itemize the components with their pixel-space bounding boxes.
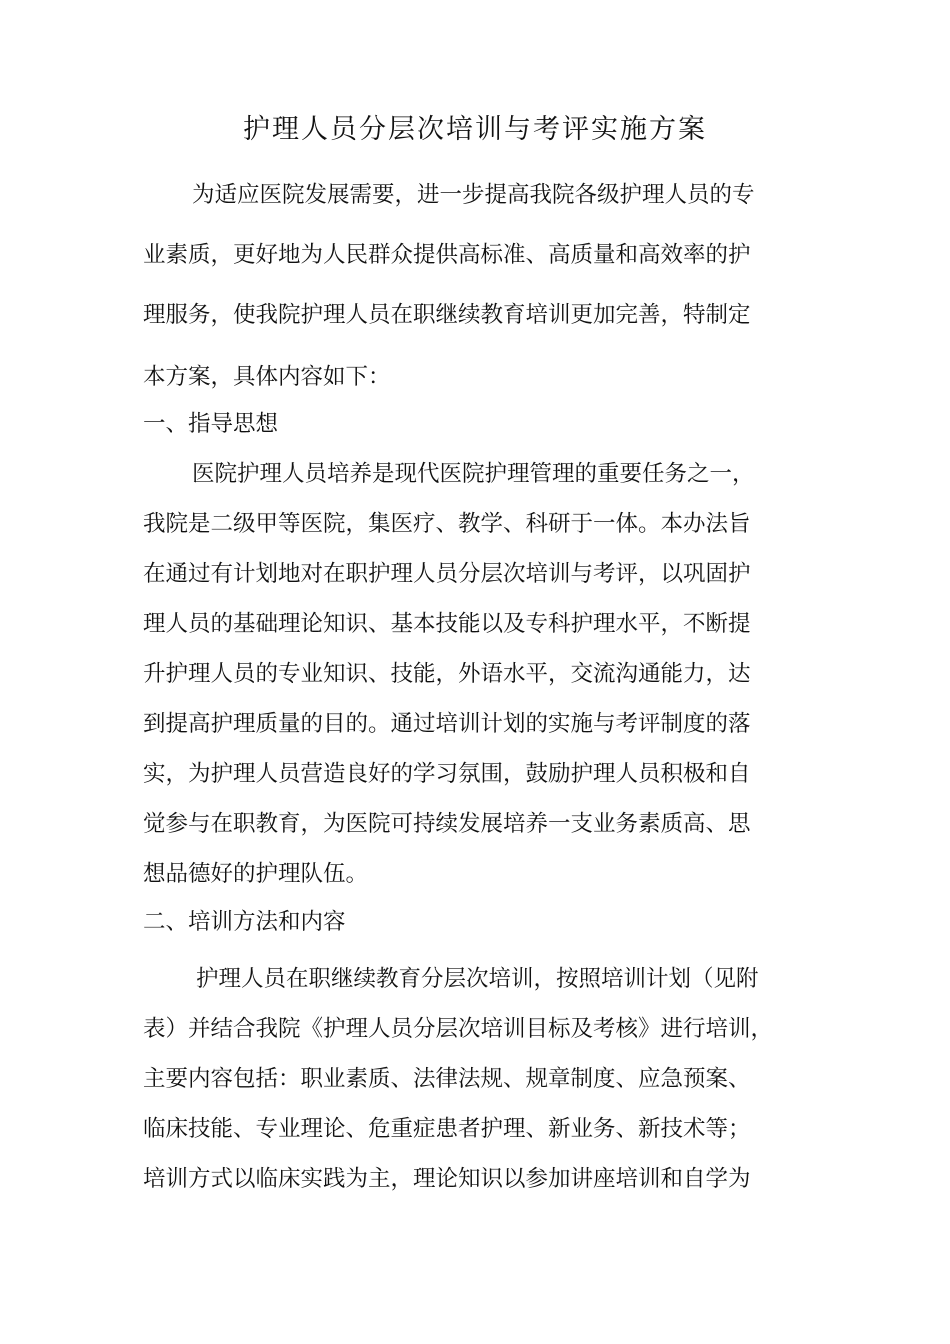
paragraph-line: 业素质，更好地为人民群众提供高标准、高质量和高效率的护 — [143, 242, 751, 268]
paragraph-line: 理服务，使我院护理人员在职继续教育培训更加完善，特制定 — [143, 302, 751, 328]
paragraph-line: 想品德好的护理队伍。 — [143, 861, 369, 887]
section-heading: 一、指导思想 — [143, 411, 279, 437]
paragraph-line: 主要内容包括：职业素质、法律法规、规章制度、应急预案、 — [143, 1066, 751, 1092]
paragraph-line: 临床技能、专业理论、危重症患者护理、新业务、新技术等； — [143, 1116, 751, 1142]
paragraph-line: 医院护理人员培养是现代医院护理管理的重要任务之一， — [192, 461, 755, 487]
paragraph-line: 升护理人员的专业知识、技能，外语水平，交流沟通能力，达 — [143, 661, 751, 687]
paragraph-line: 我院是二级甲等医院，集医疗、教学、科研于一体。本办法旨 — [143, 511, 751, 537]
paragraph-line: 理人员的基础理论知识、基本技能以及专科护理水平，不断提 — [143, 611, 751, 637]
paragraph-line: 本方案，具体内容如下： — [143, 364, 391, 390]
section-heading: 二、培训方法和内容 — [143, 909, 346, 935]
paragraph-line: 表）并结合我院《护理人员分层次培训目标及考核》进行培训， — [143, 1016, 774, 1042]
paragraph-line: 实，为护理人员营造良好的学习氛围，鼓励护理人员积极和自 — [143, 761, 751, 787]
paragraph-line: 在通过有计划地对在职护理人员分层次培训与考评，以巩固护 — [143, 561, 751, 587]
paragraph-line: 为适应医院发展需要，进一步提高我院各级护理人员的专 — [192, 182, 755, 208]
paragraph-line: 到提高护理质量的目的。通过培训计划的实施与考评制度的落 — [143, 711, 751, 737]
paragraph-line: 护理人员在职继续教育分层次培训，按照培训计划（见附 — [196, 966, 759, 992]
paragraph-line: 培训方式以临床实践为主，理论知识以参加讲座培训和自学为 — [143, 1166, 751, 1192]
paragraph-line: 觉参与在职教育，为医院可持续发展培养一支业务素质高、思 — [143, 811, 751, 837]
document-title: 护理人员分层次培训与考评实施方案 — [243, 114, 707, 145]
